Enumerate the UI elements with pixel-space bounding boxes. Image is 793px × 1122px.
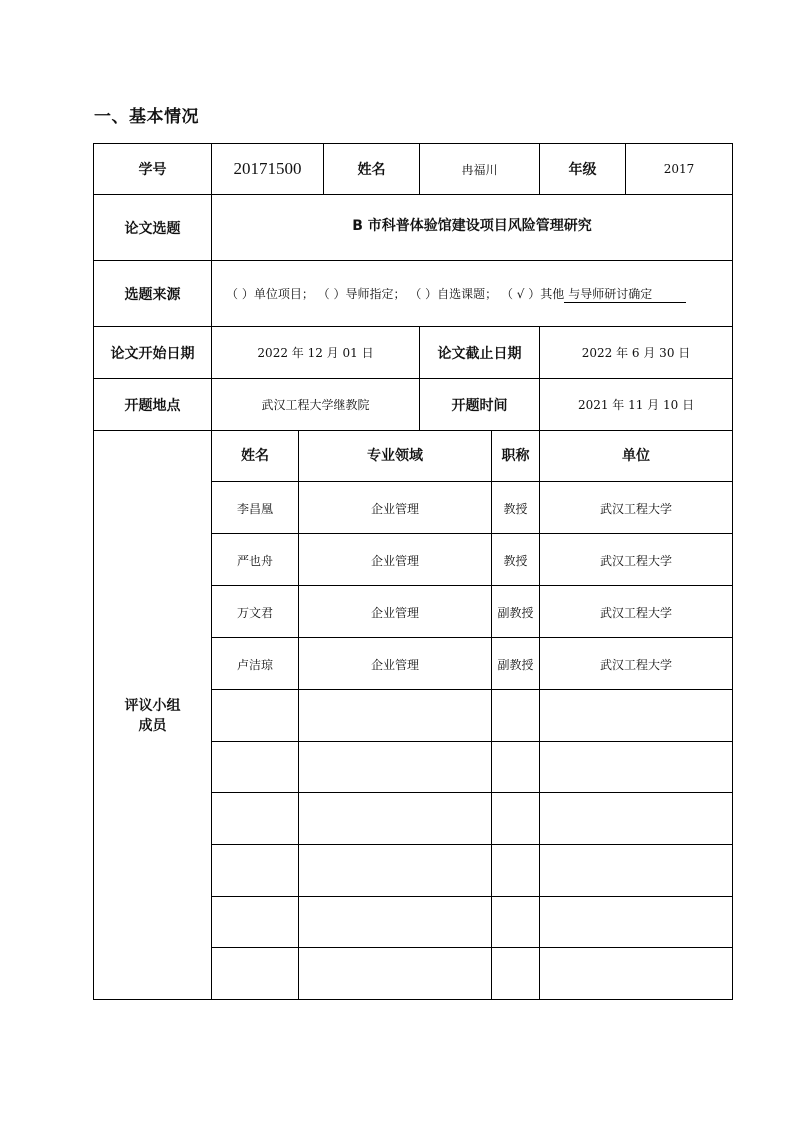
location-value: 武汉工程大学继教院 <box>212 379 420 431</box>
empty-cell <box>540 742 733 793</box>
member-name: 李昌凰 <box>212 482 299 534</box>
empty-cell <box>492 690 540 742</box>
member-title: 副教授 <box>492 586 540 638</box>
empty-cell <box>540 845 733 897</box>
empty-cell <box>299 845 492 897</box>
source-options <box>212 261 733 327</box>
member-name: 卢洁琼 <box>212 638 299 690</box>
empty-cell <box>212 690 299 742</box>
student-id-label: 学号 <box>94 144 212 195</box>
empty-cell <box>212 845 299 897</box>
member-title: 教授 <box>492 482 540 534</box>
thesis-title-value: B 市科普体验馆建设项目风险管理研究 <box>212 195 733 261</box>
proposal-time-label: 开题时间 <box>420 379 540 431</box>
empty-cell <box>492 742 540 793</box>
committee-label <box>94 431 212 1000</box>
empty-cell <box>492 845 540 897</box>
end-date-value: 2022 年 6 月 30 日 <box>540 327 733 379</box>
empty-cell <box>212 742 299 793</box>
source-option-other: （ √ ）其他 <box>500 286 565 301</box>
start-date-value: 2022 年 12 月 01 日 <box>212 327 420 379</box>
empty-cell <box>540 690 733 742</box>
empty-cell <box>492 948 540 1000</box>
empty-cell <box>540 793 733 845</box>
location-label: 开题地点 <box>94 379 212 431</box>
source-option-self: （ ）自选课题； <box>409 286 498 301</box>
committee-label-line1: 评议小组 <box>124 698 181 714</box>
empty-cell <box>540 897 733 948</box>
member-unit: 武汉工程大学 <box>540 586 733 638</box>
member-field: 企业管理 <box>299 534 492 586</box>
name-value: 冉福川 <box>420 144 540 195</box>
source-option-unit: （ ）单位项目； <box>226 286 314 301</box>
source-label: 选题来源 <box>94 261 212 327</box>
name-label: 姓名 <box>324 144 420 195</box>
empty-cell <box>299 690 492 742</box>
empty-cell <box>212 897 299 948</box>
committee-header-unit: 单位 <box>540 431 733 482</box>
member-name: 万文君 <box>212 586 299 638</box>
committee-header-name: 姓名 <box>212 431 299 482</box>
empty-cell <box>212 948 299 1000</box>
committee-header-title: 职称 <box>492 431 540 482</box>
basic-info-table <box>93 143 733 1000</box>
empty-cell <box>492 793 540 845</box>
empty-cell <box>299 742 492 793</box>
committee-header-field: 专业领域 <box>299 431 492 482</box>
grade-value: 2017 <box>626 144 733 195</box>
thesis-title-label: 论文选题 <box>94 195 212 261</box>
committee-label-line2: 成员 <box>138 718 167 734</box>
member-title: 教授 <box>492 534 540 586</box>
member-unit: 武汉工程大学 <box>540 534 733 586</box>
grade-label: 年级 <box>540 144 626 195</box>
member-field: 企业管理 <box>299 482 492 534</box>
empty-cell <box>212 793 299 845</box>
source-other-text: 与导师研讨确定 <box>564 285 686 303</box>
member-name: 严也舟 <box>212 534 299 586</box>
empty-cell <box>299 793 492 845</box>
proposal-time-value: 2021 年 11 月 10 日 <box>540 379 733 431</box>
end-date-label: 论文截止日期 <box>420 327 540 379</box>
source-option-advisor: （ ）导师指定； <box>317 286 406 301</box>
member-unit: 武汉工程大学 <box>540 482 733 534</box>
member-unit: 武汉工程大学 <box>540 638 733 690</box>
start-date-label: 论文开始日期 <box>94 327 212 379</box>
student-id-value: 20171500 <box>212 144 324 195</box>
member-title: 副教授 <box>492 638 540 690</box>
member-field: 企业管理 <box>299 586 492 638</box>
member-field: 企业管理 <box>299 638 492 690</box>
section-title: 一、基本情况 <box>94 107 199 127</box>
empty-cell <box>299 897 492 948</box>
empty-cell <box>299 948 492 1000</box>
empty-cell <box>492 897 540 948</box>
empty-cell <box>540 948 733 1000</box>
